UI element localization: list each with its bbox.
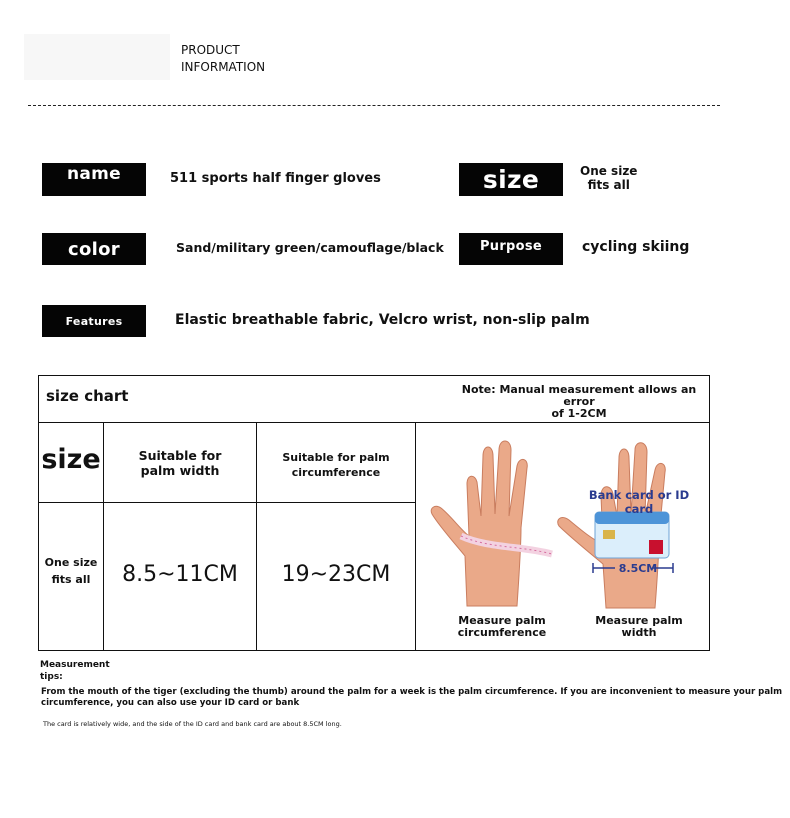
palm-circ-header-cell bbox=[257, 450, 415, 480]
palm-circ-header-line2: circumference bbox=[291, 466, 381, 479]
caption-right-line2: width bbox=[621, 626, 657, 639]
purpose-value: cycling skiing bbox=[582, 239, 690, 255]
brand-logo-placeholder bbox=[24, 34, 170, 80]
tips-body bbox=[41, 687, 783, 709]
palm-width-header-line1: Suitable for bbox=[138, 448, 222, 463]
caption-measure-circumference bbox=[447, 615, 557, 639]
size-header-cell: size bbox=[41, 444, 101, 475]
one-size-line1: One size bbox=[44, 556, 98, 569]
name-value: 511 sports half finger gloves bbox=[170, 171, 381, 186]
purpose-label: Purpose bbox=[459, 233, 563, 265]
size-label: size bbox=[459, 163, 563, 196]
size-chart-note bbox=[459, 384, 699, 420]
chart-col-divider-3 bbox=[415, 422, 416, 650]
hand-width-illustration bbox=[551, 436, 701, 611]
chart-row-divider-mid bbox=[39, 502, 415, 503]
palm-width-value: 8.5~11CM bbox=[122, 562, 238, 587]
size-chart-title: size chart bbox=[46, 387, 129, 405]
features-value: Elastic breathable fabric, Velcro wrist, non-slip palm bbox=[175, 312, 590, 328]
card-measure-label: 8.5CM bbox=[618, 562, 658, 575]
size-value-line1: One size bbox=[580, 164, 638, 178]
dashed-divider bbox=[28, 105, 720, 106]
caption-left-line1: Measure palm bbox=[458, 614, 546, 627]
color-value: Sand/military green/camouflage/black bbox=[176, 240, 444, 255]
tips-body-line2: circumference, you can also use your ID card or bank bbox=[41, 698, 300, 708]
chart-row-divider-top bbox=[39, 422, 709, 423]
tips-note: The card is relatively wide, and the side of the ID card and bank card are about 8.5CM long. bbox=[43, 720, 342, 728]
palm-circ-header-line1: Suitable for palm bbox=[282, 451, 390, 464]
caption-left-line2: circumference bbox=[457, 626, 547, 639]
size-chart-table bbox=[38, 375, 710, 651]
page-title bbox=[181, 42, 265, 76]
one-size-line2: fits all bbox=[51, 573, 91, 586]
card-logo bbox=[649, 540, 663, 554]
left-hand-shape bbox=[431, 441, 527, 606]
page-title-line2: INFORMATION bbox=[181, 60, 266, 74]
card-chip bbox=[603, 530, 615, 539]
size-chart-note-line1: Note: Manual measurement allows an error bbox=[461, 383, 697, 408]
palm-circ-value: 19~23CM bbox=[281, 562, 391, 587]
tips-title-line2: tips: bbox=[40, 672, 63, 682]
features-label: Features bbox=[42, 305, 146, 337]
color-label: color bbox=[42, 233, 146, 265]
hand-circumference-illustration bbox=[427, 436, 567, 611]
caption-right-line1: Measure palm bbox=[595, 614, 683, 627]
name-label: name bbox=[42, 163, 146, 196]
size-value bbox=[580, 164, 637, 192]
caption-measure-width bbox=[584, 615, 694, 639]
tips-body-line1: From the mouth of the tiger (excluding the thumb) around the palm for a week is the palm circumference. If you are inconvenient to measure your palm bbox=[41, 687, 783, 697]
palm-width-header-cell bbox=[104, 448, 256, 478]
size-chart-note-line2: of 1-2CM bbox=[551, 407, 607, 420]
one-size-cell bbox=[39, 554, 103, 588]
palm-width-header-line2: palm width bbox=[140, 463, 220, 478]
page-title-line1: PRODUCT bbox=[181, 43, 240, 57]
tips-title bbox=[40, 659, 110, 683]
size-value-line2: fits all bbox=[587, 178, 630, 192]
bank-card-label: Bank card or ID card bbox=[588, 488, 690, 516]
tips-title-line1: Measurement bbox=[40, 660, 110, 670]
